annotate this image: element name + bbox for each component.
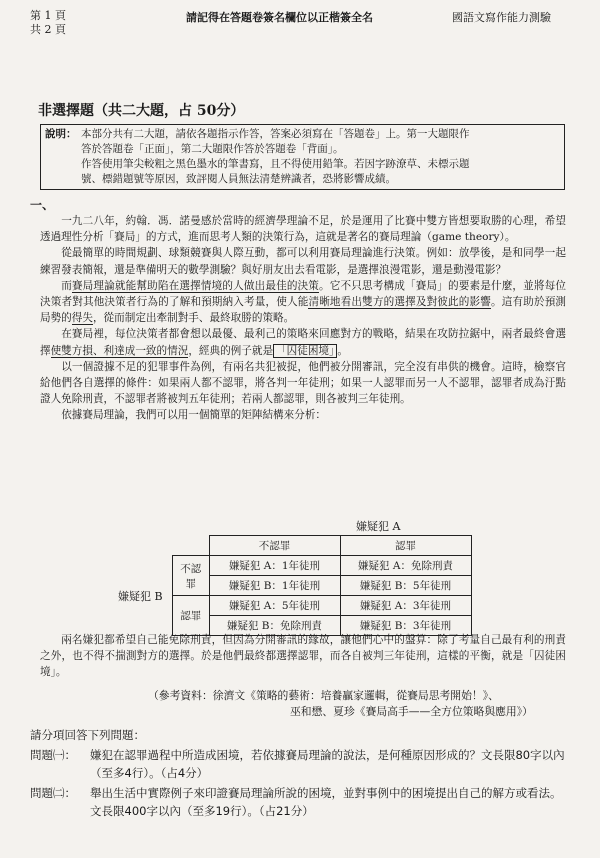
page-total: 共 2 頁 [30, 23, 66, 36]
payoff-matrix [172, 535, 472, 636]
paragraph: 而賽局理論就能幫助陷在選擇情境的人做出最佳的決策。它不只思考構成「賽局」的要素是什麼，並將每位決策者對其他決策者行為的了解和預期納入考量，使人能清晰地看出雙方的選擇及對彼此的影響。這有助於預測局勢的得失，從而制定出牽制對手、最終取勝的策略。 [40, 279, 567, 325]
matrix-cell: 嫌疑犯 B：3年徒刑 [340, 616, 471, 636]
article [40, 213, 566, 424]
question-prompt: 請分項回答下列問題： [30, 728, 145, 742]
section-title: 非選擇題（共二大題，占 50分） [38, 103, 245, 119]
notice-line: 答於答題卷「正面」，第二大題限作答於答題卷「背面」。 [81, 143, 344, 155]
underlined-text: 賽局理論就能幫助陷在選擇情境的人做出最佳的決策 [71, 279, 320, 292]
notice-line: 作答使用筆尖較粗之黑色墨水的筆書寫，且不得使用鉛筆。若因字跡潦草、未標示題 [81, 158, 470, 170]
notice-label: 說明： [45, 128, 77, 140]
header-instruction: 請記得在答題卷簽名欄位以正楷簽全名 [186, 11, 373, 24]
underlined-text: 使雙方損、利達成一致的情況 [50, 344, 189, 357]
paragraph: 在賽局裡，每位決策者都會想以最優、最利己的策略來回應對方的戰略，結果在攻防拉鋸中，兩者最終會選擇使雙方損、利達成一致的情況，經典的例子就是 「囚徒困境」 。 [40, 328, 566, 357]
paragraph: 依據賽局理論，我們可以用一個簡單的矩陣結構來分析： [61, 409, 327, 422]
paragraph: 一九二八年，約翰．馮．諾曼感於當時的經濟學理論不足，於是運用了比賽中雙方皆想要取勝的心理，希望透過理性分析「賽局」的方式，進而思考人類的決策行為，這就是著名的賽局理論（game theory）。 [40, 215, 566, 244]
notice-box [40, 124, 565, 190]
paragraph: 以一個證據不足的犯罪事件為例，有兩名共犯被捉，他們被分開審訊，完全沒有串供的機會。這時，檢察官給他們各自選擇的條件：如果兩人都不認罪，將各判一年徒刑；如果一人認罪而另一人不認罪，認罪者成為汙點證人免除刑責，不認罪者將被判五年徒刑；若兩人都認罪，則各被判三年徒刑。 [40, 360, 566, 406]
reference-line: 巫和懋、夏珍《賽局高手——全方位策略與應用》） [290, 705, 533, 718]
matrix-cell: 嫌疑犯 A：1年徒刑 [209, 556, 340, 576]
matrix-cell: 嫌疑犯 B：1年徒刑 [209, 576, 340, 596]
underlined-text: 清晰地看出雙方的選擇及對彼此的影響 [308, 296, 491, 309]
references [148, 688, 533, 720]
matrix-col-label: 不認罪 [209, 536, 340, 556]
boxed-term: 「囚徒困境」 [273, 344, 337, 358]
article-conclusion [40, 632, 566, 681]
part-number: 一、 [30, 198, 55, 212]
question-2 [30, 784, 570, 820]
matrix-cell: 嫌疑犯 A：5年徒刑 [209, 596, 340, 616]
matrix-col-label: 認罪 [340, 536, 471, 556]
question-1 [30, 746, 570, 782]
question-label: 問題㈡： [30, 786, 76, 800]
matrix-row-header: 嫌疑犯 B [118, 590, 163, 603]
reference-line: （參考資料：徐濟文《策略的藝術：培養贏家邏輯，從賽局思考開始！》、 [148, 689, 499, 702]
matrix-cell: 嫌疑犯 A：免除刑責 [340, 556, 471, 576]
underlined-text: 得失 [71, 312, 93, 325]
page-number: 第 1 頁 [30, 9, 66, 22]
matrix-row-label: 不認罪 [173, 556, 210, 596]
matrix-cell: 嫌疑犯 B：5年徒刑 [340, 576, 471, 596]
notice-line: 本部分共有二大題，請依各題指示作答，答案必須寫在「答題卷」上。第一大題限作 [81, 128, 470, 140]
paragraph: 從最簡單的時間規劃、球類競賽與人際互動，都可以利用賽局理論進行決策。例如：放學後，是和同學一起練習發表簡報，還是準備明天的數學測驗？與好朋友出去看電影，是選擇浪漫電影，還是動漫電影？ [40, 247, 566, 276]
question-text: 舉出生活中實際例子來印證賽局理論所說的困境，並對事例中的困境提出自己的解方或看法。文長限400字以內（至多19行）。（占21分） [90, 786, 562, 818]
notice-line: 號、標錯題號等原因，致評閱人員無法清楚辨識者，恐將影響成績。 [81, 173, 396, 185]
exam-name: 國語文寫作能力測驗 [452, 11, 551, 24]
question-label: 問題㈠： [30, 748, 76, 762]
matrix-cell: 嫌疑犯 B：免除刑責 [209, 616, 340, 636]
matrix-column-header: 嫌疑犯 A [356, 520, 401, 533]
matrix-cell: 嫌疑犯 A：3年徒刑 [340, 596, 471, 616]
matrix-row-label: 認罪 [173, 596, 210, 636]
paragraph: 兩名嫌犯都希望自己能免除刑責，但因為分開審訊的緣故，讓他們心中的盤算：除了考量自己最有利的刑責之外，也不得不揣測對方的選擇。於是他們最終都選擇認罪，而各自被判三年徒刑，這樣的平衡，就是「囚徒困境」。 [40, 634, 566, 679]
question-text: 嫌犯在認罪過程中所造成困境，若依據賽局理論的說法，是何種原因形成的？文長限80字以內（至多4行）。（占4分） [90, 748, 565, 780]
